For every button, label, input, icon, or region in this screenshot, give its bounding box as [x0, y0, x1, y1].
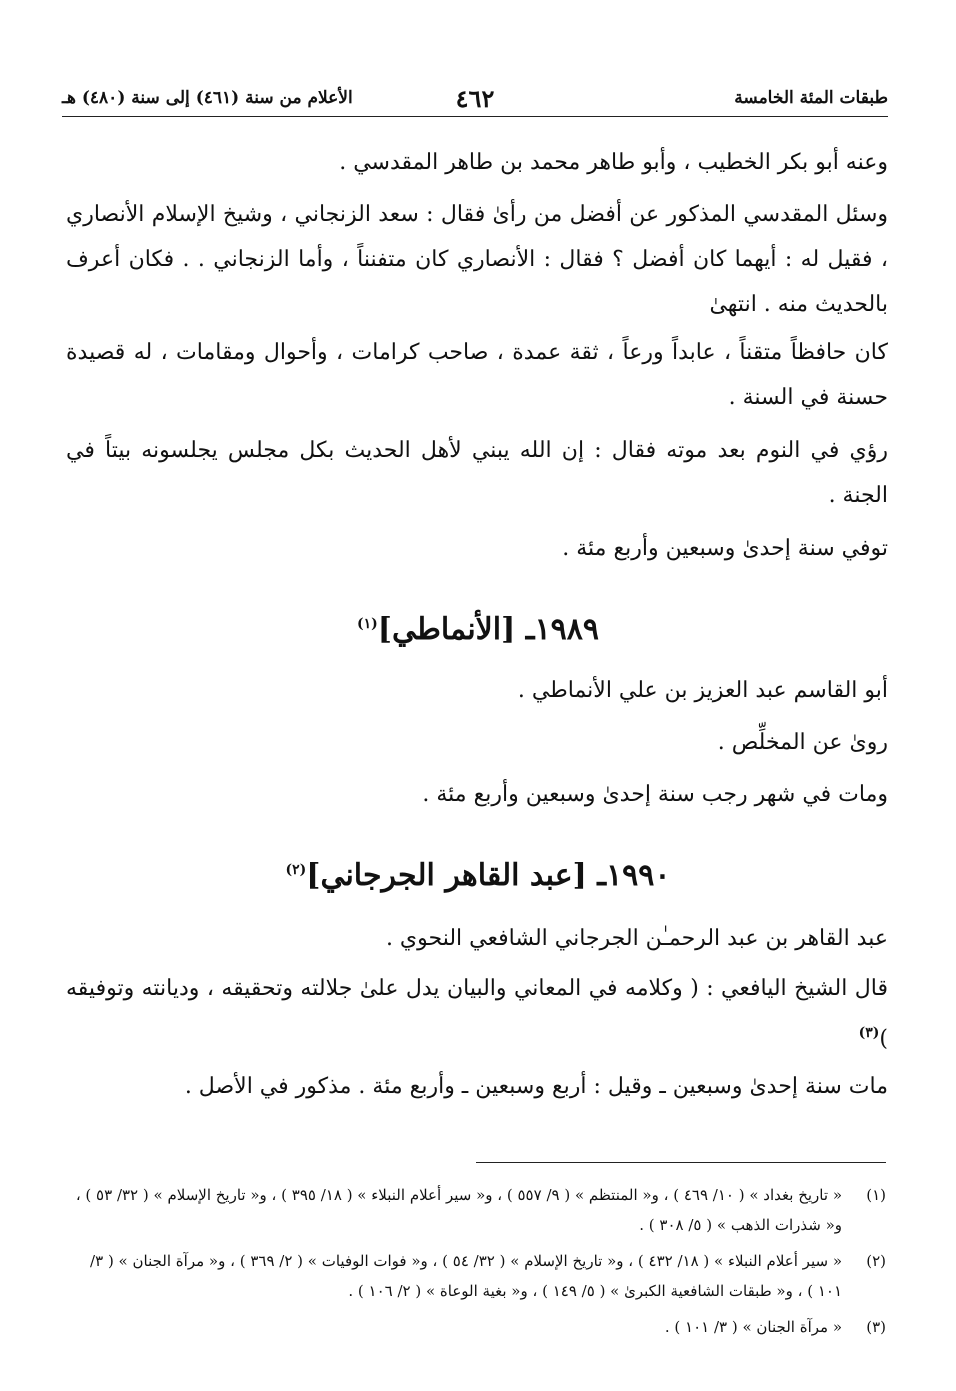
- footnote-number: (٢): [866, 1252, 886, 1270]
- footnote: [62, 1246, 886, 1306]
- quote-text: قال الشيخ اليافعي : ( وكلامه في المعاني والبيان يدل علىٰ جلالته وتحقيقه ، وديانته وتوفيقه ): [66, 976, 888, 1052]
- entry-paragraph: عبد القاهر بن عبد الرحمـٰن الجرجاني الشافعي النحوي .: [385, 926, 888, 951]
- footnote-text: « سير أعلام النبلاء » ( ١٨/ ٤٣٢ ) ، و« تاريخ الإسلام » ( ٣٢/ ٥٤ ) ، و« فوات الوفيات » ( ٢/ ٣٦٩ ) ، و« مرآة الجنان » ( ٣/ ١٠١ ) ، و« طبقات الشافعية الكبرىٰ » ( ٥/ ١٤٩ ) ، و« بغية الوعاة » ( ٢/ ١٠٦ ) .: [90, 1252, 842, 1300]
- body-paragraph: توفي سنة إحدىٰ وسبعين وأربع مئة .: [562, 536, 888, 561]
- footnote-number: (٣): [866, 1318, 886, 1336]
- footnote-number: (١): [866, 1186, 886, 1204]
- footnote-text: « مرآة الجنان » ( ٣/ ١٠١ ) .: [664, 1318, 842, 1336]
- running-header: [62, 84, 888, 117]
- page-number: ٤٦٢: [455, 84, 495, 113]
- entry-paragraph: [66, 966, 888, 1061]
- entry-paragraph: مات سنة إحدىٰ وسبعين ـ وقيل : أربع وسبعين ـ وأربع مئة . مذكور في الأصل .: [184, 1074, 888, 1099]
- footnote: [62, 1312, 886, 1342]
- footnote-ref: (٣): [858, 1025, 880, 1041]
- entry-heading-1990: [0, 858, 956, 893]
- entry-paragraph: أبو القاسم عبد العزيز بن علي الأنماطي .: [517, 678, 888, 703]
- footnote-text: « تاريخ بغداد » ( ١٠/ ٤٦٩ ) ، و« المنتظم » ( ٩/ ٥٥٧ ) ، و« سير أعلام النبلاء » ( ١٨/ ٣٩٥ ) ، و« تاريخ الإسلام » ( ٣٢/ ٥٣ ) ، و« شذرات الذهب » ( ٥/ ٣٠٨ ) .: [75, 1186, 842, 1234]
- footnote: [62, 1180, 886, 1240]
- entry-paragraph: ومات في شهر رجب سنة إحدىٰ وسبعين وأربع مئة .: [422, 782, 888, 807]
- body-paragraph: وعنه أبو بكر الخطيب ، وأبو طاهر محمد بن طاهر المقدسي .: [339, 150, 888, 175]
- header-range-title: الأعلام من سنة (٤٦١) إلى سنة (٤٨٠) هـ: [62, 88, 353, 108]
- header-section-title: طبقات المئة الخامسة: [734, 88, 888, 108]
- entry-title-text: ١٩٩٠ـ [عبد القاهر الجرجاني]: [306, 858, 671, 893]
- body-paragraph: رؤي في النوم بعد موته فقال : إن الله يبني لأهل الحديث بكل مجلس يجلسونه بيتاً في الجنة .: [66, 438, 888, 508]
- entry-heading-1989: [0, 612, 956, 647]
- footnote-divider: [476, 1162, 886, 1163]
- footnote-ref: (١): [356, 616, 378, 632]
- body-paragraph: وسئل المقدسي المذكور عن أفضل من رأىٰ فقال : سعد الزنجاني ، وشيخ الإسلام الأنصاري ، فقيل له : أيهما كان أفضل ؟ فقال : الأنصاري كان متفنناً ، وأما الزنجاني . . فكان أعرف بالحديث منه . انتهىٰ: [66, 202, 888, 317]
- entry-paragraph: روىٰ عن المخلِّص .: [717, 730, 888, 755]
- footnote-ref: (٢): [285, 862, 307, 878]
- entry-title-text: ١٩٨٩ـ [الأنماطي]: [377, 612, 600, 647]
- body-paragraph: كان حافظاً متقناً ، عابداً ورعاً ، ثقة عمدة ، صاحب كرامات ، وأحوال ومقامات ، له قصيدة حسنة في السنة .: [66, 340, 888, 410]
